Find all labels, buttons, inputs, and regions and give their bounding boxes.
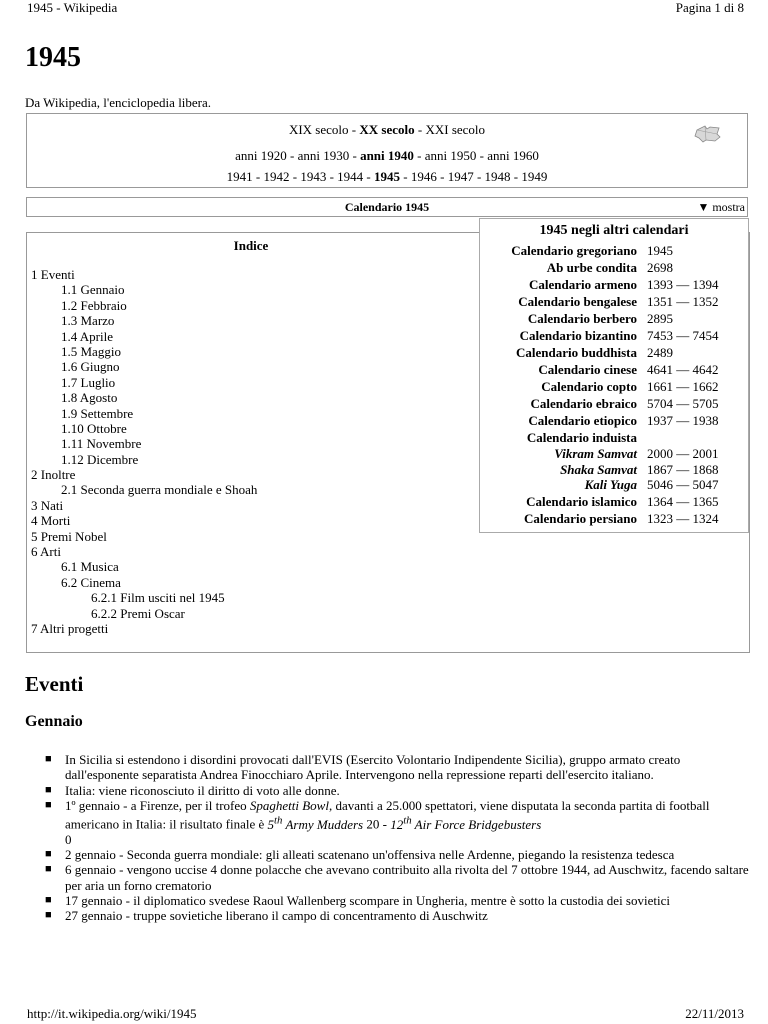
calendar-value: 2000 — 2001 bbox=[647, 446, 719, 461]
table-row bbox=[480, 510, 719, 527]
calendar-name[interactable]: Calendario copto bbox=[541, 379, 637, 394]
years-row: 1941 - 1942 - 1943 - 1944 - 1945 - 1946 - 1947 - 1948 - 1949 bbox=[226, 169, 548, 184]
calendar-name[interactable]: Calendario ebraico bbox=[530, 396, 637, 411]
calendar-value: 2895 bbox=[647, 311, 673, 326]
calendar-name[interactable]: Kali Yuga bbox=[584, 477, 637, 492]
link-century-prev[interactable]: XIX secolo bbox=[288, 122, 349, 137]
toc-item[interactable]: 1.1 Gennaio bbox=[61, 282, 125, 298]
calendar-title: Calendario 1945 bbox=[344, 200, 430, 214]
table-row bbox=[480, 462, 719, 478]
calendar-name[interactable]: Shaka Samvat bbox=[560, 461, 637, 477]
century-row: XIX secolo - XX secolo - XXI secolo bbox=[288, 122, 486, 137]
calendar-value: 1937 — 1938 bbox=[647, 413, 719, 428]
alt-calendars-table bbox=[480, 242, 719, 527]
century-navbox bbox=[26, 113, 748, 188]
event-text: In Sicilia si estendono i disordini provocati dall'EVIS (Esercito Volontario Indipendente Sicilia), gruppo armato creato dall'esponente separatista Andrea Finocchiaro Aprile. Intervengono nella repressione reparti dell'esercito italiano. bbox=[65, 752, 681, 783]
toc-item[interactable]: 2.1 Seconda guerra mondiale e Shoah bbox=[61, 482, 258, 498]
event-text: , davanti a 25.000 spettatori, viene disputata la seconda partita di football americano in Italia: il risultato finale è bbox=[65, 797, 710, 832]
show-toggle[interactable]: ▼ mostra bbox=[697, 200, 745, 214]
calendar-name[interactable]: Ab urbe condita bbox=[546, 260, 637, 275]
list-item bbox=[45, 798, 750, 847]
list-item bbox=[45, 783, 750, 798]
toc-item[interactable]: 2 Inoltre bbox=[31, 467, 76, 483]
calendar-name[interactable]: Calendario islamico bbox=[526, 493, 637, 509]
calendar-value: 1323 — 1324 bbox=[647, 510, 719, 526]
page-subtitle: Da Wikipedia, l'enciclopedia libera. bbox=[25, 95, 212, 110]
calendar-name[interactable]: Calendario etiopico bbox=[528, 413, 637, 428]
link-year[interactable]: 1946 bbox=[410, 169, 437, 184]
event-team bbox=[390, 814, 542, 832]
calendar-collapsible bbox=[26, 197, 748, 217]
link-year[interactable]: 1942 bbox=[263, 169, 290, 184]
toc-item[interactable]: 1.7 Luglio bbox=[61, 374, 116, 390]
toc-item[interactable]: 1.9 Settembre bbox=[61, 405, 134, 421]
table-row bbox=[480, 477, 719, 493]
page-title: 1945 bbox=[25, 42, 81, 73]
toc-item[interactable]: 6.2.1 Film usciti nel 1945 bbox=[91, 590, 225, 606]
print-header bbox=[27, 0, 744, 18]
calendar-value: 7453 — 7454 bbox=[647, 328, 719, 343]
link-year[interactable]: 1943 bbox=[300, 169, 327, 184]
toc-list bbox=[31, 267, 257, 636]
link-year[interactable]: 1948 bbox=[484, 169, 511, 184]
list-item bbox=[45, 862, 750, 893]
link-year[interactable]: 1947 bbox=[447, 169, 474, 184]
link-decade[interactable]: anni 1960 bbox=[487, 148, 539, 163]
calendar-value: 1661 — 1662 bbox=[647, 379, 719, 394]
toc-heading: Indice bbox=[233, 238, 269, 253]
calendar-name[interactable]: Calendario cinese bbox=[538, 362, 637, 377]
subsection-heading-gennaio: Gennaio bbox=[25, 713, 83, 730]
link-decade[interactable]: anni 1950 bbox=[424, 148, 477, 163]
table-row bbox=[480, 395, 719, 412]
calendar-value: 1393 — 1394 bbox=[647, 277, 719, 292]
calendar-value: 1945 bbox=[647, 243, 673, 258]
calendar-name[interactable]: Calendario bizantino bbox=[519, 328, 637, 343]
page-url: http://it.wikipedia.org/wiki/1945 bbox=[27, 1006, 197, 1021]
calendar-value: 2698 bbox=[647, 260, 673, 275]
event-team-name: Army Mudders bbox=[282, 816, 364, 832]
toc-item[interactable]: 6.2 Cinema bbox=[61, 574, 121, 590]
calendar-name[interactable]: Calendario induista bbox=[526, 430, 637, 445]
toc-item[interactable]: 1.8 Agosto bbox=[61, 390, 118, 406]
toc-item[interactable]: 3 Nati bbox=[31, 497, 64, 513]
list-item bbox=[45, 893, 750, 908]
toc-item[interactable]: 5 Premi Nobel bbox=[31, 528, 107, 544]
toc-item[interactable]: 1.2 Febbraio bbox=[61, 297, 127, 313]
list-item bbox=[45, 908, 750, 923]
alt-calendars-caption: 1945 negli altri calendari bbox=[539, 223, 689, 238]
toc-item[interactable]: 7 Altri progetti bbox=[31, 620, 109, 636]
table-row bbox=[480, 429, 719, 446]
event-team-name: Air Force Bridgebusters bbox=[411, 816, 542, 832]
link-decade[interactable]: anni 1930 bbox=[297, 148, 350, 163]
calendar-name[interactable]: Calendario bengalese bbox=[518, 294, 637, 309]
event-text: 2 gennaio - Seconda guerra mondiale: gli alleati scatenano un'offensiva nelle Ardenne, piegando la resistenza tedesca bbox=[65, 847, 675, 863]
toc-item[interactable]: 1.10 Ottobre bbox=[61, 420, 127, 436]
toc-item[interactable]: 1.4 Aprile bbox=[61, 328, 113, 344]
table-row bbox=[480, 344, 719, 361]
calendar-name[interactable]: Calendario persiano bbox=[523, 510, 637, 526]
doc-title: 1945 - Wikipedia bbox=[27, 0, 118, 15]
decades-row: anni 1920 - anni 1930 - anni 1940 - anni 1950 - anni 1960 bbox=[235, 148, 539, 163]
link-year[interactable]: 1949 bbox=[521, 169, 548, 184]
section-heading-eventi: Eventi bbox=[25, 672, 84, 696]
event-score: 20 - bbox=[363, 816, 391, 832]
toc-item[interactable]: 1.3 Marzo bbox=[61, 313, 115, 329]
ordinal-suffix: th bbox=[274, 814, 283, 827]
list-item bbox=[45, 752, 750, 783]
calendar-value: 2489 bbox=[647, 345, 673, 360]
puzzle-icon bbox=[693, 122, 723, 144]
table-row bbox=[480, 378, 719, 395]
calendar-value: 4641 — 4642 bbox=[647, 362, 719, 377]
table-row bbox=[480, 493, 719, 510]
table-row bbox=[480, 276, 719, 293]
ordinal-suffix: th bbox=[403, 814, 412, 827]
calendar-value: 1867 — 1868 bbox=[647, 461, 719, 477]
event-team-number: 5 bbox=[267, 816, 275, 832]
table-row bbox=[480, 446, 719, 462]
table-row bbox=[480, 412, 719, 429]
event-team bbox=[267, 814, 364, 832]
event-text-italic: Spaghetti Bowl bbox=[249, 797, 329, 813]
current-year: 1945 bbox=[374, 169, 400, 184]
calendar-value: 1351 — 1352 bbox=[647, 294, 719, 309]
event-text: 27 gennaio - truppe sovietiche liberano il campo di concentramento di Auschwitz bbox=[65, 908, 488, 924]
link-century-next[interactable]: XXI secolo bbox=[425, 122, 486, 137]
table-row bbox=[480, 361, 719, 378]
calendar-name[interactable]: Calendario berbero bbox=[527, 311, 637, 326]
calendar-value: 1364 — 1365 bbox=[647, 493, 719, 509]
table-row bbox=[480, 327, 719, 344]
event-text: 6 gennaio - vengono uccise 4 donne polacche che avevano contribuito alla rivolta del 7 ottobre 1944, ad Auschwitz, facendo saltare per aria un forno crematorio bbox=[65, 862, 749, 893]
calendar-name[interactable]: Calendario buddhista bbox=[515, 345, 637, 360]
toc-item[interactable]: 1.11 Novembre bbox=[61, 436, 142, 452]
events-list bbox=[45, 752, 750, 924]
event-text: 1º gennaio - a Firenze, per il trofeo bbox=[65, 797, 250, 813]
toc-item[interactable]: 1.5 Maggio bbox=[61, 343, 121, 359]
toc-item[interactable]: 1.6 Giugno bbox=[61, 359, 120, 375]
link-year[interactable]: 1944 bbox=[337, 169, 364, 184]
table-row bbox=[480, 259, 719, 276]
calendar-value bbox=[647, 429, 719, 446]
table-row bbox=[480, 293, 719, 310]
link-year[interactable]: 1941 bbox=[226, 169, 253, 184]
calendar-value: 5046 — 5047 bbox=[647, 477, 719, 492]
list-item bbox=[45, 847, 750, 862]
current-century: XX secolo bbox=[359, 122, 415, 137]
print-date: 22/11/2013 bbox=[685, 1006, 744, 1021]
calendar-value: 5704 — 5705 bbox=[647, 396, 719, 411]
toc-item[interactable]: 6.1 Musica bbox=[61, 559, 119, 575]
toc-item[interactable]: 6 Arti bbox=[31, 544, 61, 560]
calendar-name[interactable]: Vikram Samvat bbox=[554, 446, 637, 461]
toc-item[interactable]: 4 Morti bbox=[31, 513, 71, 529]
calendar-name[interactable]: Calendario gregoriano bbox=[511, 243, 637, 258]
alt-calendars-box bbox=[479, 218, 749, 533]
table-row bbox=[480, 242, 719, 259]
toc-item[interactable]: 1.12 Dicembre bbox=[61, 451, 139, 467]
link-decade[interactable]: anni 1920 bbox=[235, 148, 287, 163]
event-text: Italia: viene riconosciuto il diritto di voto alle donne. bbox=[65, 782, 340, 798]
calendar-name[interactable]: Calendario armeno bbox=[529, 277, 637, 292]
page-info: Pagina 1 di 8 bbox=[675, 0, 744, 15]
event-team-number: 12 bbox=[390, 816, 404, 832]
toc-item[interactable]: 1 Eventi bbox=[31, 267, 75, 282]
toc-item[interactable]: 6.2.2 Premi Oscar bbox=[91, 605, 185, 621]
table-row bbox=[480, 310, 719, 327]
event-text: 17 gennaio - il diplomatico svedese Raoul Wallenberg scompare in Ungheria, mentre è sotto la custodia dei sovietici bbox=[65, 893, 670, 908]
current-decade: anni 1940 bbox=[360, 148, 414, 163]
event-score: 0 bbox=[65, 831, 72, 847]
